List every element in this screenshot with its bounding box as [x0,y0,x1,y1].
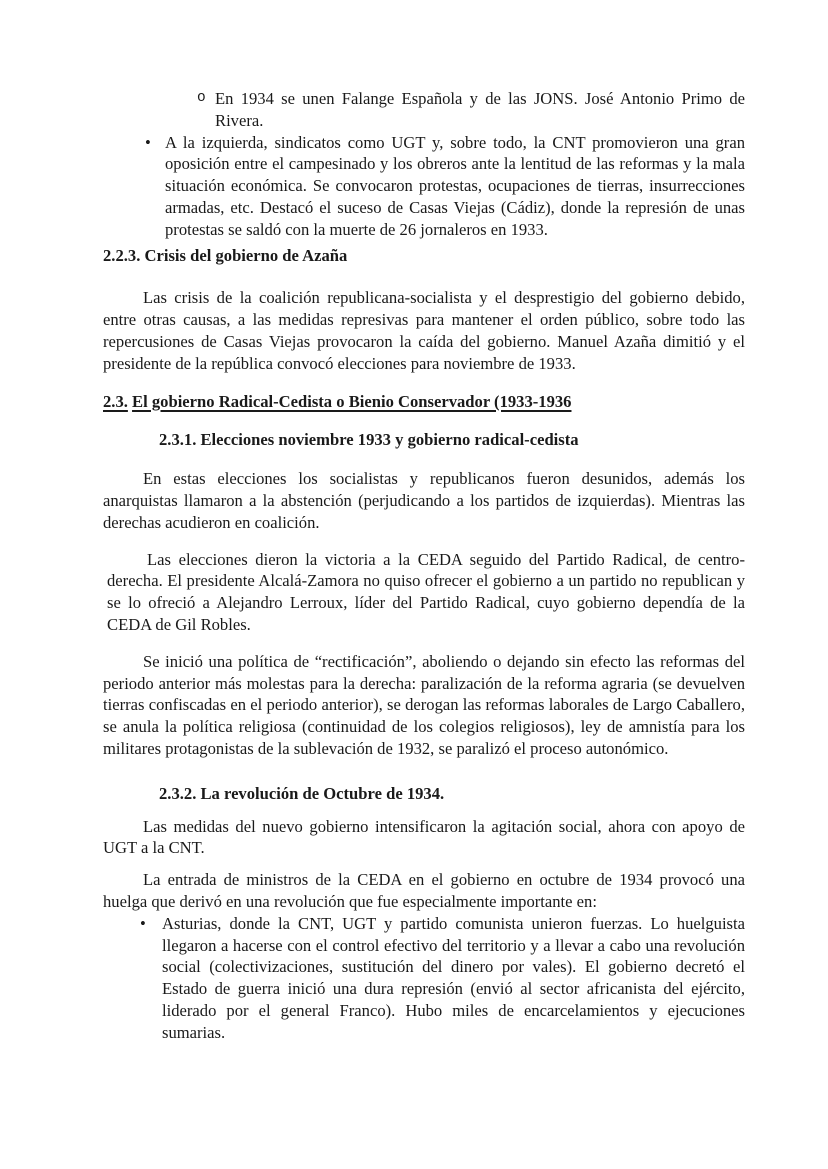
list-item-asturias [140,913,745,1044]
paragraph-elecciones-desunidos: En estas elecciones los socialistas y republicanos fueron desunidos, además los anarquistas llamaron a la abstención (perjudicando a los partidos de izquierdas). Mientras las derechas acudieron en coalición. [103,469,745,532]
heading-2-3-2: 2.3.2. La revolución de Octubre de 1934. [159,783,445,803]
paragraph-crisis-gobierno: Las crisis de la coalición republicana-socialista y el desprestigio del gobierno debido, entre otras causas, a las medidas represivas para mantener el orden público, sobre todo las repercusiones de Casas Viejas provocaron la caída del gobierno. Manuel Azaña dimitió y el presidente de la república convocó elecciones para noviembre de 1933. [103,288,745,373]
list-item-text: A la izquierda, sindicatos como UGT y, sobre todo, la CNT promovieron una gran oposición entre el campesinado y los obreros ante la lentitud de las reformas y la mala situación económica. Se convocaron protestas, ocupaciones de tierras, insurrecciones armadas, etc. Destacó el suceso de Casas Viejas (Cádiz), donde la represión de unas protestas se saldó con la muerte de 26 jornaleros en 1933. [165,132,745,239]
list-item-text: En 1934 se unen Falange Española y de las JONS. José Antonio Primo de Rivera. [215,89,745,130]
paragraph-medidas: Las medidas del nuevo gobierno intensificaron la agitación social, ahora con apoyo de UGT a la CNT. [103,816,745,858]
heading-2-3 [103,391,745,413]
paragraph-victoria-ceda: Las elecciones dieron la victoria a la CEDA seguido del Partido Radical, de centro-derecha. El presidente Alcalá-Zamora no quiso ofrecer el gobierno a un partido no republican y se lo ofreció a Alejandro Lerroux, líder del Partido Radical, cuyo gobierno dependía de la CEDA de Gil Robles. [107,549,745,634]
paragraph-rectificacion: Se inició una política de “rectificación”, aboliendo o dejando sin efecto las reformas del periodo anterior más molestas para la derecha: paralización de la reforma agraria (se devuelven tierras confiscadas en el periodo anterior), se derogan las reformas laborales de Largo Caballero, se anula la política religiosa (continuidad de los colegios religiosos), ley de amnistía para los militares protagonistas de la sublevación de 1932, se paralizó el proceso autonómico. [103,651,745,758]
disc-bullet-icon: • [145,132,151,152]
document-content [103,88,745,1043]
list-item-izquierda [145,132,745,241]
circle-bullet-icon: o [197,90,206,106]
list-item-falange [197,88,745,132]
heading-number: 2.3. [103,391,128,411]
paragraph-entrada-ministros: La entrada de ministros de la CEDA en el gobierno en octubre de 1934 provocó una huelga que derivó en una revolución que fue especialmente importante en: [103,870,745,911]
disc-bullet-icon: • [140,913,146,933]
heading-title-underlined: El gobierno Radical-Cedista o Bienio Conservador (1933-1936 [132,391,572,411]
list-item-text: Asturias, donde la CNT, UGT y partido comunista unieron fuerzas. Lo huelguista llegaron a hacerse con el control efectivo del territorio y a llevar a cabo una revolución social (colectivizaciones, sustitución del dinero por vales). El gobierno decretó el Estado de guerra inició una dura represión (envió al sector africanista del ejército, liderado por el general Franco). Hubo miles de encarcelamientos y ejecuciones sumarias. [162,913,745,1042]
heading-2-2-3: 2.2.3. Crisis del gobierno de Azaña [103,245,348,265]
heading-2-3-1: 2.3.1. Elecciones noviembre 1933 y gobierno radical-cedista [159,430,579,450]
